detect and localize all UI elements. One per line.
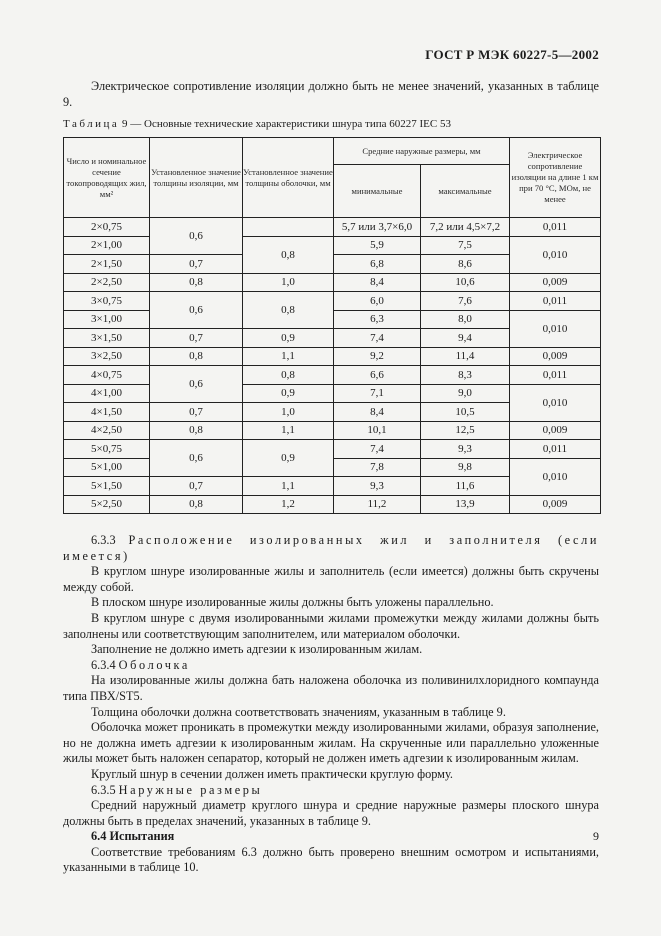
- cell-max: 9,3: [421, 440, 510, 459]
- cell-max: 9,8: [421, 458, 510, 477]
- table-row: [64, 366, 601, 385]
- table-row: [64, 440, 601, 459]
- cell-conductors: 4×1,00: [64, 384, 150, 403]
- cell-conductors: 5×2,50: [64, 495, 150, 514]
- section-6-3-5-heading: 6.3.5 Наружные размеры: [91, 782, 263, 797]
- paragraph: Круглый шнур в сечении должен иметь практически круглую форму.: [91, 766, 453, 781]
- cell-min: 6,0: [334, 292, 421, 311]
- body-text: [63, 533, 599, 876]
- cell-conductors: 5×1,00: [64, 458, 150, 477]
- cell-min: 11,2: [334, 495, 421, 514]
- cell-sheath: 0,8: [243, 236, 334, 273]
- table-row: [64, 236, 601, 255]
- cell-min: 5,7 или 3,7×6,0: [334, 218, 421, 237]
- cell-conductors: 3×1,50: [64, 329, 150, 348]
- characteristics-table: [63, 137, 601, 514]
- cell-sheath: 1,1: [243, 421, 334, 440]
- cell-resistance: 0,010: [510, 458, 601, 495]
- cell-min: 7,4: [334, 329, 421, 348]
- cell-resistance: 0,009: [510, 421, 601, 440]
- cell-insulation: 0,6: [150, 292, 243, 329]
- cell-resistance: 0,011: [510, 366, 601, 385]
- cell-max: 11,4: [421, 347, 510, 366]
- cell-max: 11,6: [421, 477, 510, 496]
- paragraph: Средний наружный диаметр круглого шнура и средние наружные размеры плоского шнура должны быть в пределах значений, указанных в таблице 9.: [63, 798, 599, 828]
- paragraph: На изолированные жилы должна бать наложена оболочка из поливинилхлоридного компаунда типа ПВХ/ST5.: [63, 673, 599, 703]
- cell-min: 8,4: [334, 273, 421, 292]
- cell-max: 10,6: [421, 273, 510, 292]
- table-row: [64, 218, 601, 237]
- cell-conductors: 5×0,75: [64, 440, 150, 459]
- paragraph: Толщина оболочки должна соответствовать значениям, указанным в таблице 9.: [91, 704, 506, 719]
- cell-conductors: 3×2,50: [64, 347, 150, 366]
- table-row: [64, 347, 601, 366]
- section-6-3-4-heading: 6.3.4 Оболочка: [91, 657, 190, 672]
- table-caption: [63, 118, 451, 130]
- cell-resistance: 0,010: [510, 384, 601, 421]
- cell-max: 7,5: [421, 236, 510, 255]
- cell-min: 7,4: [334, 440, 421, 459]
- cell-insulation: 0,8: [150, 347, 243, 366]
- cell-max: 8,6: [421, 255, 510, 274]
- cell-min: 6,3: [334, 310, 421, 329]
- caption-text: — Основные технические характеристики шнура типа 60227 IEC 53: [130, 118, 451, 130]
- table-row: [64, 273, 601, 292]
- cell-max: 7,2 или 4,5×7,2: [421, 218, 510, 237]
- cell-min: 6,8: [334, 255, 421, 274]
- cell-resistance: 0,009: [510, 347, 601, 366]
- cell-sheath: 1,0: [243, 403, 334, 422]
- cell-sheath: [243, 218, 334, 237]
- header-conductors: Число и номинальное сечение токопроводящих жил, мм²: [64, 138, 150, 218]
- cell-min: 5,9: [334, 236, 421, 255]
- cell-min: 6,6: [334, 366, 421, 385]
- cell-sheath: 1,1: [243, 477, 334, 496]
- cell-insulation: 0,6: [150, 218, 243, 255]
- cell-insulation: 0,7: [150, 477, 243, 496]
- cell-min: 9,2: [334, 347, 421, 366]
- cell-max: 8,3: [421, 366, 510, 385]
- cell-insulation: 0,8: [150, 273, 243, 292]
- cell-conductors: 3×0,75: [64, 292, 150, 311]
- paragraph: В круглом шнуре с двумя изолированными жилами промежутки между жилами должны быть заполнены или соответствующим заполнителем, или материалом оболочки.: [63, 610, 599, 641]
- cell-min: 10,1: [334, 421, 421, 440]
- table-row: [64, 292, 601, 311]
- header-max: максимальные: [421, 165, 510, 218]
- cell-insulation: 0,7: [150, 255, 243, 274]
- cell-conductors: 3×1,00: [64, 310, 150, 329]
- cell-conductors: 2×1,50: [64, 255, 150, 274]
- page-number: 9: [593, 829, 599, 843]
- paragraph: В плоском шнуре изолированные жилы должны быть уложены параллельно.: [91, 595, 494, 610]
- document-header: ГОСТ Р МЭК 60227-5—2002: [425, 47, 599, 62]
- cell-max: 13,9: [421, 495, 510, 514]
- cell-min: 7,1: [334, 384, 421, 403]
- cell-max: 12,5: [421, 421, 510, 440]
- table-row: [64, 384, 601, 403]
- paragraph: Оболочка может проникать в промежутки между изолированными жилами, образуя заполнение, но не должна иметь адгезии к изолированным жилам. На скрученные или параллельно уложенные жилы может быть наложен сепаратор, который не должен иметь адгезии к изолированным жилам.: [63, 720, 599, 766]
- caption-number: 9: [122, 118, 128, 130]
- cell-sheath: 1,2: [243, 495, 334, 514]
- cell-conductors: 5×1,50: [64, 477, 150, 496]
- paragraph: Заполнение не должно иметь адгезии к изолированным жилам.: [91, 642, 423, 657]
- cell-insulation: 0,6: [150, 440, 243, 477]
- cell-min: 8,4: [334, 403, 421, 422]
- cell-max: 8,0: [421, 310, 510, 329]
- caption-label: Таблица: [63, 118, 120, 130]
- table-row: [64, 421, 601, 440]
- paragraph: Соответствие требованиям 6.3 должно быть проверено внешним осмотром и испытаниями, указанными в таблице 10.: [63, 844, 599, 875]
- header-insulation: Установленное значение толщины изоляции, мм: [150, 138, 243, 218]
- cell-resistance: 0,010: [510, 236, 601, 273]
- cell-conductors: 2×0,75: [64, 218, 150, 237]
- header-outer-dimensions: Средние наружные размеры, мм: [334, 138, 510, 165]
- header-sheath: Установленное значение толщины оболочки, мм: [243, 138, 334, 218]
- cell-insulation: 0,7: [150, 329, 243, 348]
- cell-sheath: 0,9: [243, 384, 334, 403]
- section-6-3-3-heading: 6.3.3 Расположение изолированных жил и заполнителя (если имеется): [63, 533, 599, 563]
- cell-conductors: 4×0,75: [64, 366, 150, 385]
- cell-resistance: 0,009: [510, 495, 601, 514]
- intro-paragraph: Электрическое сопротивление изоляции должно быть не менее значений, указанных в таблице 9.: [63, 79, 599, 109]
- section-6-4-heading: 6.4 Испытания: [91, 829, 175, 844]
- cell-resistance: 0,009: [510, 273, 601, 292]
- cell-insulation: 0,7: [150, 403, 243, 422]
- cell-max: 9,0: [421, 384, 510, 403]
- table-row: [64, 495, 601, 514]
- cell-sheath: 0,9: [243, 440, 334, 477]
- cell-max: 7,6: [421, 292, 510, 311]
- cell-conductors: 4×2,50: [64, 421, 150, 440]
- cell-resistance: 0,010: [510, 310, 601, 347]
- cell-resistance: 0,011: [510, 440, 601, 459]
- cell-max: 10,5: [421, 403, 510, 422]
- cell-conductors: 2×1,00: [64, 236, 150, 255]
- cell-min: 9,3: [334, 477, 421, 496]
- cell-sheath: 0,8: [243, 292, 334, 329]
- header-resistance: Электрическое сопротивление изоляции на длине 1 км при 70 °С, МОм, не менее: [510, 138, 601, 218]
- cell-insulation: 0,8: [150, 495, 243, 514]
- cell-resistance: 0,011: [510, 218, 601, 237]
- cell-conductors: 2×2,50: [64, 273, 150, 292]
- cell-sheath: 0,8: [243, 366, 334, 385]
- cell-conductors: 4×1,50: [64, 403, 150, 422]
- cell-sheath: 0,9: [243, 329, 334, 348]
- cell-min: 7,8: [334, 458, 421, 477]
- cell-insulation: 0,8: [150, 421, 243, 440]
- cell-sheath: 1,0: [243, 273, 334, 292]
- cell-insulation: 0,6: [150, 366, 243, 403]
- paragraph: В круглом шнуре изолированные жилы и заполнитель (если имеется) должны быть скручены между собой.: [63, 564, 599, 594]
- cell-resistance: 0,011: [510, 292, 601, 311]
- cell-sheath: 1,1: [243, 347, 334, 366]
- header-min: минимальные: [334, 165, 421, 218]
- cell-max: 9,4: [421, 329, 510, 348]
